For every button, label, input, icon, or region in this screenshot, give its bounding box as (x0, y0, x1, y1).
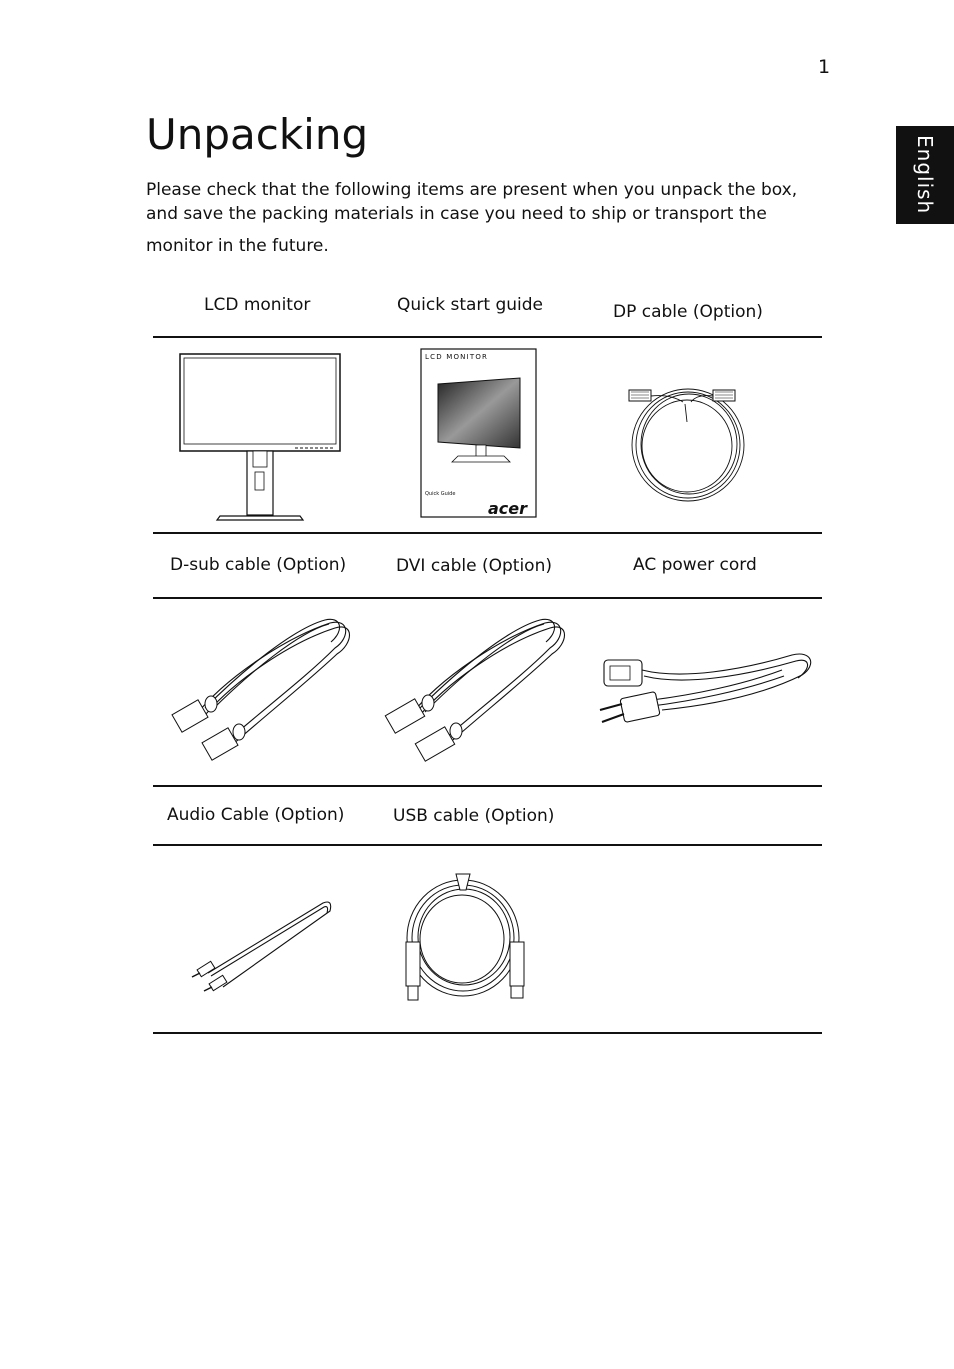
item-label-audio-cable: Audio Cable (Option) (167, 805, 345, 825)
item-label-lcd-monitor: LCD monitor (204, 295, 311, 315)
ac-power-cord-icon (592, 640, 817, 740)
table-rule (153, 1032, 822, 1034)
dsub-cable-icon (165, 608, 355, 768)
page-number: 1 (818, 56, 831, 78)
page-title: Unpacking (146, 110, 369, 159)
table-rule (153, 532, 822, 534)
dp-cable-name: DP cable (613, 302, 688, 322)
item-label-ac-power-cord: AC power cord (633, 555, 757, 575)
item-label-quick-start-guide: Quick start guide (397, 295, 544, 315)
item-label-dvi-cable: DVI cable (Option) (396, 556, 552, 576)
table-rule (153, 785, 822, 787)
language-tab (896, 126, 954, 224)
language-tab-label: English (913, 135, 937, 215)
intro-paragraph (146, 178, 826, 258)
quick-start-guide-icon (420, 348, 538, 520)
intro-line-2: and save the packing materials in case you need to ship or transport the (146, 204, 767, 224)
table-rule (153, 597, 822, 599)
table-rule (153, 844, 822, 846)
guide-cover-title: LCD MONITOR (425, 353, 489, 361)
lcd-monitor-icon (175, 350, 350, 522)
audio-cable-icon (188, 895, 338, 995)
dp-cable-option: (Option) (692, 302, 763, 322)
item-label-dp-cable (613, 302, 763, 322)
dp-cable-icon (625, 382, 750, 507)
item-label-dsub-cable: D-sub cable (Option) (170, 555, 347, 575)
intro-line-1: Please check that the following items are present when you unpack the box, (146, 180, 798, 200)
acer-logo: acer (488, 499, 528, 518)
item-label-usb-cable: USB cable (Option) (393, 806, 555, 826)
usb-cable-icon (398, 872, 528, 1004)
guide-cover-caption: Quick Guide (425, 491, 456, 497)
table-rule (153, 336, 822, 338)
dvi-cable-icon (380, 608, 570, 768)
intro-line-3: monitor in the future. (146, 236, 329, 256)
